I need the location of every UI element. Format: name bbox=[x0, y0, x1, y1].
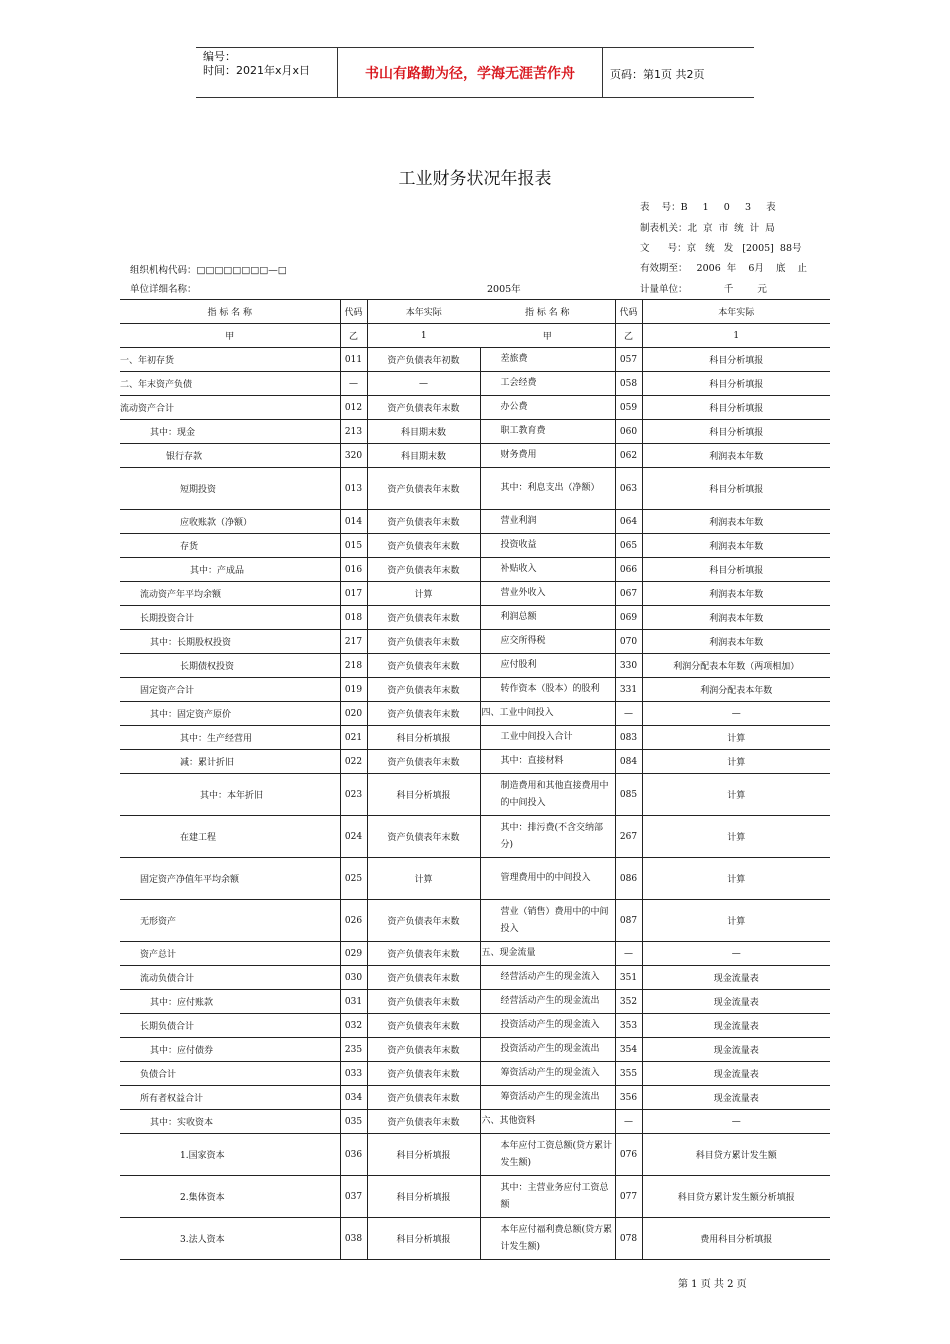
row-data-source: 资产负债表年末数 bbox=[367, 534, 480, 558]
row-indicator-name: 其中：现金 bbox=[120, 420, 340, 444]
row-code: 320 bbox=[340, 444, 367, 468]
row-code: 032 bbox=[340, 1014, 367, 1038]
row-code: 020 bbox=[340, 702, 367, 726]
row-code: 076 bbox=[615, 1134, 642, 1176]
table-row bbox=[120, 1014, 830, 1038]
row-data-source: 资产负债表年末数 bbox=[367, 750, 480, 774]
table-row bbox=[120, 606, 830, 630]
row-data-source: 资产负债表年末数 bbox=[367, 816, 480, 858]
row-data-source: 现金流量表 bbox=[642, 966, 830, 990]
row-code: 267 bbox=[615, 816, 642, 858]
table-row bbox=[120, 726, 830, 750]
row-data-source: 利润表本年数 bbox=[642, 444, 830, 468]
row-data-source: 计算 bbox=[642, 858, 830, 900]
row-indicator-name: 短期投资 bbox=[120, 468, 340, 510]
row-indicator-name: 其中：直接材料 bbox=[480, 750, 615, 774]
row-code: 063 bbox=[615, 468, 642, 510]
row-indicator-name: 银行存款 bbox=[120, 444, 340, 468]
column-header: 指 标 名 称 bbox=[120, 300, 340, 324]
row-code: 058 bbox=[615, 372, 642, 396]
row-code: 235 bbox=[340, 1038, 367, 1062]
table-row bbox=[120, 1218, 830, 1260]
row-code: 037 bbox=[340, 1176, 367, 1218]
row-code: 016 bbox=[340, 558, 367, 582]
row-indicator-name: 筹资活动产生的现金流出 bbox=[480, 1086, 615, 1110]
row-data-source: 现金流量表 bbox=[642, 990, 830, 1014]
row-indicator-name: 长期负债合计 bbox=[120, 1014, 340, 1038]
row-data-source: 资产负债表年末数 bbox=[367, 396, 480, 420]
row-data-source: 计算 bbox=[642, 726, 830, 750]
row-indicator-name: 投资活动产生的现金流出 bbox=[480, 1038, 615, 1062]
table-row bbox=[120, 420, 830, 444]
row-code: 036 bbox=[340, 1134, 367, 1176]
row-data-source: 资产负债表年末数 bbox=[367, 1038, 480, 1062]
row-code: 065 bbox=[615, 534, 642, 558]
row-indicator-name: 营业外收入 bbox=[480, 582, 615, 606]
row-code: — bbox=[615, 702, 642, 726]
row-data-source: — bbox=[642, 942, 830, 966]
table-row bbox=[120, 348, 830, 372]
table-row bbox=[120, 942, 830, 966]
row-data-source: 资产负债表年末数 bbox=[367, 510, 480, 534]
row-indicator-name: 转作资本（股本）的股利 bbox=[480, 678, 615, 702]
row-code: 014 bbox=[340, 510, 367, 534]
row-code: 067 bbox=[615, 582, 642, 606]
row-data-source: 资产负债表年末数 bbox=[367, 654, 480, 678]
row-indicator-name: 二、年末资产负债 bbox=[120, 372, 340, 396]
row-indicator-name: 经营活动产生的现金流出 bbox=[480, 990, 615, 1014]
row-indicator-name: 一、年初存货 bbox=[120, 348, 340, 372]
org-code-field: 组织机构代码：□□□□□□□□—□ bbox=[130, 265, 287, 276]
row-data-source: 资产负债表年末数 bbox=[367, 990, 480, 1014]
row-code: 021 bbox=[340, 726, 367, 750]
table-row bbox=[120, 1086, 830, 1110]
column-subheader: 1 bbox=[642, 324, 830, 348]
row-data-source: 利润表本年数 bbox=[642, 630, 830, 654]
row-data-source: 科目分析填报 bbox=[367, 726, 480, 750]
row-data-source: 科目分析填报 bbox=[642, 396, 830, 420]
column-subheader: 乙 bbox=[615, 324, 642, 348]
row-data-source: — bbox=[642, 702, 830, 726]
row-indicator-name: 投资活动产生的现金流入 bbox=[480, 1014, 615, 1038]
row-indicator-name: 固定资产净值年平均余额 bbox=[120, 858, 340, 900]
row-data-source: 资产负债表年末数 bbox=[367, 942, 480, 966]
row-indicator-name: 六、其他资料 bbox=[480, 1110, 615, 1134]
row-code: 083 bbox=[615, 726, 642, 750]
row-indicator-name: 2.集体资本 bbox=[120, 1176, 340, 1218]
row-data-source: 利润表本年数 bbox=[642, 582, 830, 606]
table-row bbox=[120, 1062, 830, 1086]
column-header: 代码 bbox=[340, 300, 367, 324]
table-row bbox=[120, 510, 830, 534]
row-code: 069 bbox=[615, 606, 642, 630]
row-code: 352 bbox=[615, 990, 642, 1014]
document-header bbox=[196, 47, 754, 98]
row-indicator-name: 制造费用和其他直接费用中的中间投入 bbox=[480, 774, 615, 816]
row-indicator-name: 办公费 bbox=[480, 396, 615, 420]
row-data-source: 资产负债表年末数 bbox=[367, 900, 480, 942]
table-row bbox=[120, 558, 830, 582]
row-code: 354 bbox=[615, 1038, 642, 1062]
table-row bbox=[120, 444, 830, 468]
row-data-source: — bbox=[642, 1110, 830, 1134]
row-indicator-name: 四、工业中间投入 bbox=[480, 702, 615, 726]
row-data-source: 计算 bbox=[642, 774, 830, 816]
row-indicator-name: 流动资产年平均余额 bbox=[120, 582, 340, 606]
header-divider bbox=[602, 48, 603, 97]
table-row bbox=[120, 678, 830, 702]
row-code: 015 bbox=[340, 534, 367, 558]
row-data-source: 资产负债表年末数 bbox=[367, 630, 480, 654]
table-row bbox=[120, 1134, 830, 1176]
column-header: 本年实际 bbox=[642, 300, 830, 324]
row-code: — bbox=[615, 1110, 642, 1134]
row-code: 064 bbox=[615, 510, 642, 534]
valid-until: 有效期至： 2006 年 6月 底 止 bbox=[640, 263, 808, 274]
row-data-source: 科目期末数 bbox=[367, 420, 480, 444]
table-row bbox=[120, 900, 830, 942]
row-code: 060 bbox=[615, 420, 642, 444]
row-code: 087 bbox=[615, 900, 642, 942]
row-code: 022 bbox=[340, 750, 367, 774]
row-code: 070 bbox=[615, 630, 642, 654]
report-year: 2005年 bbox=[487, 284, 521, 295]
row-indicator-name: 在建工程 bbox=[120, 816, 340, 858]
row-code: 086 bbox=[615, 858, 642, 900]
row-data-source: 现金流量表 bbox=[642, 1086, 830, 1110]
row-data-source: 科目分析填报 bbox=[642, 348, 830, 372]
financial-report-table bbox=[120, 299, 830, 1260]
row-data-source: 资产负债表年末数 bbox=[367, 1062, 480, 1086]
row-data-source: 科目分析填报 bbox=[367, 1134, 480, 1176]
table-row bbox=[120, 654, 830, 678]
row-data-source: 计算 bbox=[367, 582, 480, 606]
row-indicator-name: 3.法人资本 bbox=[120, 1218, 340, 1260]
table-row bbox=[120, 1038, 830, 1062]
column-subheader: 甲 bbox=[480, 324, 615, 348]
row-indicator-name: 流动负债合计 bbox=[120, 966, 340, 990]
row-code: 030 bbox=[340, 966, 367, 990]
table-row bbox=[120, 990, 830, 1014]
row-code: 213 bbox=[340, 420, 367, 444]
row-code: 018 bbox=[340, 606, 367, 630]
table-row bbox=[120, 702, 830, 726]
row-code: 033 bbox=[340, 1062, 367, 1086]
row-indicator-name: 工会经费 bbox=[480, 372, 615, 396]
row-code: 077 bbox=[615, 1176, 642, 1218]
row-code: 019 bbox=[340, 678, 367, 702]
table-row bbox=[120, 468, 830, 510]
row-indicator-name: 1.国家资本 bbox=[120, 1134, 340, 1176]
row-code: 023 bbox=[340, 774, 367, 816]
row-data-source: 现金流量表 bbox=[642, 1038, 830, 1062]
row-indicator-name: 无形资产 bbox=[120, 900, 340, 942]
row-code: — bbox=[615, 942, 642, 966]
row-indicator-name: 经营活动产生的现金流入 bbox=[480, 966, 615, 990]
row-code: 025 bbox=[340, 858, 367, 900]
table-row bbox=[120, 774, 830, 816]
row-indicator-name: 营业利润 bbox=[480, 510, 615, 534]
row-indicator-name: 其中：主营业务应付工资总额 bbox=[480, 1176, 615, 1218]
row-code: 035 bbox=[340, 1110, 367, 1134]
row-data-source: 科目贷方累计发生额分析填报 bbox=[642, 1176, 830, 1218]
table-row bbox=[120, 1110, 830, 1134]
row-data-source: 现金流量表 bbox=[642, 1014, 830, 1038]
row-code: 059 bbox=[615, 396, 642, 420]
row-data-source: 资产负债表年初数 bbox=[367, 348, 480, 372]
row-data-source: 计算 bbox=[367, 858, 480, 900]
row-indicator-name: 其中：应付债券 bbox=[120, 1038, 340, 1062]
row-indicator-name: 其中：实收资本 bbox=[120, 1110, 340, 1134]
row-code: 353 bbox=[615, 1014, 642, 1038]
row-indicator-name: 长期债权投资 bbox=[120, 654, 340, 678]
table-row bbox=[120, 966, 830, 990]
row-code: 017 bbox=[340, 582, 367, 606]
row-indicator-name: 工业中间投入合计 bbox=[480, 726, 615, 750]
row-data-source: 计算 bbox=[642, 816, 830, 858]
row-data-source: 费用科目分析填报 bbox=[642, 1218, 830, 1260]
table-row bbox=[120, 372, 830, 396]
row-data-source: 科目贷方累计发生额 bbox=[642, 1134, 830, 1176]
column-subheader: 1 bbox=[367, 324, 480, 348]
measurement-unit: 计量单位： 千 元 bbox=[640, 284, 767, 295]
row-indicator-name: 其中：固定资产原价 bbox=[120, 702, 340, 726]
row-data-source: 利润分配表本年数（两项相加） bbox=[642, 654, 830, 678]
report-title: 工业财务状况年报表 bbox=[398, 169, 552, 189]
row-data-source: 科目分析填报 bbox=[642, 468, 830, 510]
row-indicator-name: 固定资产合计 bbox=[120, 678, 340, 702]
form-number: 表 号：B 1 0 3 表 bbox=[640, 202, 776, 213]
row-code: — bbox=[340, 372, 367, 396]
row-code: 330 bbox=[615, 654, 642, 678]
row-code: 034 bbox=[340, 1086, 367, 1110]
unit-name-field: 单位详细名称： bbox=[130, 284, 197, 295]
row-data-source: 科目期末数 bbox=[367, 444, 480, 468]
row-indicator-name: 筹资活动产生的现金流入 bbox=[480, 1062, 615, 1086]
row-code: 355 bbox=[615, 1062, 642, 1086]
row-data-source: 科目分析填报 bbox=[367, 774, 480, 816]
row-data-source: 资产负债表年末数 bbox=[367, 966, 480, 990]
row-code: 356 bbox=[615, 1086, 642, 1110]
row-code: 013 bbox=[340, 468, 367, 510]
row-code: 031 bbox=[340, 990, 367, 1014]
row-indicator-name: 其中：利息支出（净额） bbox=[480, 468, 615, 510]
row-data-source: 利润表本年数 bbox=[642, 534, 830, 558]
row-data-source: 资产负债表年末数 bbox=[367, 606, 480, 630]
row-indicator-name: 利润总额 bbox=[480, 606, 615, 630]
row-data-source: 利润分配表本年数 bbox=[642, 678, 830, 702]
row-data-source: 资产负债表年末数 bbox=[367, 1014, 480, 1038]
page-footer: 第 1 页 共 2 页 bbox=[678, 1279, 747, 1290]
table-row bbox=[120, 396, 830, 420]
row-data-source: — bbox=[367, 372, 480, 396]
row-indicator-name: 五、现金流量 bbox=[480, 942, 615, 966]
row-code: 084 bbox=[615, 750, 642, 774]
row-indicator-name: 流动资产合计 bbox=[120, 396, 340, 420]
row-code: 217 bbox=[340, 630, 367, 654]
row-code: 066 bbox=[615, 558, 642, 582]
row-code: 218 bbox=[340, 654, 367, 678]
row-data-source: 现金流量表 bbox=[642, 1062, 830, 1086]
row-code: 057 bbox=[615, 348, 642, 372]
row-indicator-name: 资产总计 bbox=[120, 942, 340, 966]
row-code: 024 bbox=[340, 816, 367, 858]
row-code: 085 bbox=[615, 774, 642, 816]
row-code: 029 bbox=[340, 942, 367, 966]
row-indicator-name: 其中：本年折旧 bbox=[120, 774, 340, 816]
row-data-source: 科目分析填报 bbox=[642, 420, 830, 444]
header-motto: 书山有路勤为径，学海无涯苦作舟 bbox=[365, 66, 575, 82]
row-indicator-name: 财务费用 bbox=[480, 444, 615, 468]
row-data-source: 资产负债表年末数 bbox=[367, 558, 480, 582]
column-subheader: 乙 bbox=[340, 324, 367, 348]
row-code: 062 bbox=[615, 444, 642, 468]
row-code: 012 bbox=[340, 396, 367, 420]
row-indicator-name: 投资收益 bbox=[480, 534, 615, 558]
row-indicator-name: 补贴收入 bbox=[480, 558, 615, 582]
row-code: 351 bbox=[615, 966, 642, 990]
row-indicator-name: 职工教育费 bbox=[480, 420, 615, 444]
table-row bbox=[120, 534, 830, 558]
table-row bbox=[120, 582, 830, 606]
row-code: 011 bbox=[340, 348, 367, 372]
row-indicator-name: 其中：生产经营用 bbox=[120, 726, 340, 750]
header-info bbox=[203, 50, 310, 78]
table-row bbox=[120, 1176, 830, 1218]
row-indicator-name: 负债合计 bbox=[120, 1062, 340, 1086]
row-data-source: 利润表本年数 bbox=[642, 606, 830, 630]
table-row bbox=[120, 816, 830, 858]
row-indicator-name: 应收账款（净额） bbox=[120, 510, 340, 534]
column-header: 指 标 名 称 bbox=[480, 300, 615, 324]
row-data-source: 利润表本年数 bbox=[642, 510, 830, 534]
row-indicator-name: 存货 bbox=[120, 534, 340, 558]
row-indicator-name: 差旅费 bbox=[480, 348, 615, 372]
time-label: 时间：2021年x月x日 bbox=[203, 64, 311, 77]
row-data-source: 资产负债表年末数 bbox=[367, 1110, 480, 1134]
row-code: 038 bbox=[340, 1218, 367, 1260]
row-indicator-name: 减：累计折旧 bbox=[120, 750, 340, 774]
row-indicator-name: 应付股利 bbox=[480, 654, 615, 678]
row-data-source: 科目分析填报 bbox=[642, 372, 830, 396]
row-indicator-name: 其中：应付账款 bbox=[120, 990, 340, 1014]
column-header: 代码 bbox=[615, 300, 642, 324]
row-indicator-name: 管理费用中的中间投入 bbox=[480, 858, 615, 900]
row-indicator-name: 所有者权益合计 bbox=[120, 1086, 340, 1110]
row-code: 331 bbox=[615, 678, 642, 702]
row-data-source: 资产负债表年末数 bbox=[367, 1086, 480, 1110]
row-indicator-name: 其中：长期股权投资 bbox=[120, 630, 340, 654]
row-indicator-name: 本年应付工资总额(贷方累计发生额) bbox=[480, 1134, 615, 1176]
column-subheader: 甲 bbox=[120, 324, 340, 348]
document-number: 文 号：京 统 发 [2005] 88号 bbox=[640, 243, 802, 254]
header-page-label: 页码：第1页 共2页 bbox=[610, 68, 705, 81]
row-code: 078 bbox=[615, 1218, 642, 1260]
table-row bbox=[120, 630, 830, 654]
row-indicator-name: 本年应付福利费总额(贷方累计发生额) bbox=[480, 1218, 615, 1260]
row-data-source: 资产负债表年末数 bbox=[367, 678, 480, 702]
row-indicator-name: 其中：排污费(不含交纳部分) bbox=[480, 816, 615, 858]
row-data-source: 计算 bbox=[642, 750, 830, 774]
row-data-source: 科目分析填报 bbox=[642, 558, 830, 582]
row-indicator-name: 应交所得税 bbox=[480, 630, 615, 654]
table-header-row bbox=[120, 300, 830, 324]
table-row bbox=[120, 750, 830, 774]
table-row bbox=[120, 858, 830, 900]
row-indicator-name: 其中：产成品 bbox=[120, 558, 340, 582]
row-indicator-name: 长期投资合计 bbox=[120, 606, 340, 630]
column-header: 本年实际 bbox=[367, 300, 480, 324]
row-data-source: 计算 bbox=[642, 900, 830, 942]
row-data-source: 资产负债表年末数 bbox=[367, 702, 480, 726]
row-indicator-name: 营业（销售）费用中的中间投入 bbox=[480, 900, 615, 942]
row-code: 026 bbox=[340, 900, 367, 942]
serial-number-label: 编号： bbox=[203, 50, 236, 63]
table-header-row bbox=[120, 324, 830, 348]
row-data-source: 资产负债表年末数 bbox=[367, 468, 480, 510]
issuing-authority: 制表机关：北 京 市 统 计 局 bbox=[640, 223, 775, 234]
row-data-source: 科目分析填报 bbox=[367, 1176, 480, 1218]
row-data-source: 科目分析填报 bbox=[367, 1218, 480, 1260]
